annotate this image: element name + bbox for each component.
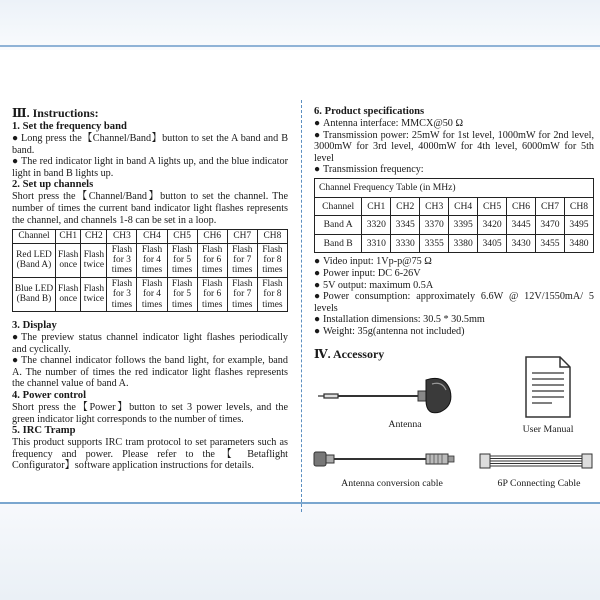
top-band — [0, 0, 600, 50]
instructions-heading: Ⅲ. Instructions: — [12, 106, 99, 120]
table-cell: CH5 — [478, 197, 507, 216]
table-header-row — [13, 230, 288, 243]
table-cell: 3495 — [564, 216, 593, 235]
user-manual-image — [522, 355, 574, 419]
spec-item: ● Transmission frequency: — [314, 164, 424, 176]
table-cell: 3310 — [362, 234, 391, 253]
table-cell: Red LED (Band A) — [13, 243, 56, 277]
table-cell: CH1 — [362, 197, 391, 216]
table-cell: Flash for 4 times — [137, 243, 167, 277]
table-cell: CH7 — [536, 197, 565, 216]
section-4-title: 4. Power control — [12, 389, 87, 401]
section-3-title: 3. Display — [12, 320, 57, 331]
table-cell: 3370 — [420, 216, 449, 235]
user-manual-label: User Manual — [522, 424, 574, 435]
table-cell: Flash for 5 times — [167, 277, 197, 311]
table-cell: Flash for 5 times — [167, 243, 197, 277]
section-2-text: Short press the【Channel/Band】button to set the channel. The number of times the current band indicator light flashes represents the channel, and channels 1-8 can be set in a loop. — [12, 191, 288, 226]
channel-flash-table — [12, 229, 288, 312]
bottom-band — [0, 502, 600, 600]
table-cell: Flash for 8 times — [257, 243, 287, 277]
section-4-text: Short press the【Power】button to set 3 power levels, and the green indicator light corresponds to the number of times. — [12, 401, 288, 425]
table-cell: Flash for 3 times — [107, 243, 137, 277]
table-cell: 3445 — [507, 216, 536, 235]
table-cell: CH1 — [56, 230, 81, 243]
table-cell: Blue LED (Band B) — [13, 277, 56, 311]
section-1-text-2: ● The red indicator light in band A lights up, and the blue indicator light in band B lights up. — [12, 156, 288, 179]
table-cell: 3430 — [507, 234, 536, 253]
table-cell: CH3 — [107, 230, 137, 243]
table-cell: Flash for 6 times — [197, 243, 227, 277]
antenna-label: Antenna — [388, 419, 422, 430]
table-cell: CH2 — [391, 197, 420, 216]
instructions-column — [12, 106, 288, 472]
section-3-text-1: ● The preview status channel indicator light flashes periodically and cyclically. — [12, 332, 288, 355]
frequency-table — [314, 178, 594, 253]
table-cell: Channel — [13, 230, 56, 243]
table-row — [315, 216, 594, 235]
table-cell: Flash for 6 times — [197, 277, 227, 311]
antenna-conversion-cable-label: Antenna conversion cable — [341, 478, 443, 489]
connecting-cable-label: 6P Connecting Cable — [497, 478, 581, 489]
frequency-table-caption: Channel Frequency Table (in MHz) — [315, 178, 594, 197]
spec-item: ● Video input: 1Vp-p@75 Ω — [314, 256, 432, 268]
table-cell: 3405 — [478, 234, 507, 253]
table-cell: CH4 — [449, 197, 478, 216]
table-cell: 3330 — [391, 234, 420, 253]
table-cell: CH8 — [564, 197, 593, 216]
table-cell: Band A — [315, 216, 362, 235]
table-cell: 3395 — [449, 216, 478, 235]
table-cell: Flash for 3 times — [107, 277, 137, 311]
table-cell: 3345 — [391, 216, 420, 235]
section-5-text: This product supports IRC tram protocol to set parameters such as frequency and power. Please refer to the【 Betaflight Configurator】software application instructions for details. — [12, 437, 288, 472]
table-cell: 3355 — [420, 234, 449, 253]
table-cell: 3380 — [449, 234, 478, 253]
column-divider — [301, 100, 302, 512]
specs-title: 6. Product specifications — [314, 106, 425, 117]
table-cell: Flash twice — [81, 243, 107, 277]
table-cell: Channel — [315, 197, 362, 216]
connecting-cable-image — [478, 448, 594, 474]
table-cell: CH8 — [257, 230, 287, 243]
table-cell: Flash for 8 times — [257, 277, 287, 311]
table-cell: CH6 — [507, 197, 536, 216]
spec-item: ● Transmission power: 25mW for 1st level, 1000mW for 2nd level, 3000mW for 3rd level, 4000mW for 4th level, 6000mW for 5th level — [314, 129, 594, 164]
table-cell: CH4 — [137, 230, 167, 243]
spec-item: ● 5V output: maximum 0.5A — [314, 279, 434, 291]
spec-item: ● Weight: 35g(antenna not included) — [314, 325, 465, 337]
section-1-text-1: ● Long press the【Channel/Band】button to set the A band and B band. — [12, 133, 288, 156]
antenna-conversion-cable-image — [312, 446, 456, 472]
spec-item: ● Installation dimensions: 30.5 * 30.5mm — [314, 314, 485, 326]
section-3-text-2: ● The channel indicator follows the band light, for example, band A. The number of times the red indicator light flashes represents the channel value of band A. — [12, 355, 288, 390]
table-cell: CH3 — [420, 197, 449, 216]
table-cell: Flash for 7 times — [227, 243, 257, 277]
table-cell: Band B — [315, 234, 362, 253]
section-2-title: 2. Set up channels — [12, 179, 94, 191]
table-cell: 3480 — [564, 234, 593, 253]
table-cell: Flash for 4 times — [137, 277, 167, 311]
spec-item: ● Antenna interface: MMCX@50 Ω — [314, 118, 464, 129]
table-row — [315, 234, 594, 253]
spec-item: ● Power consumption: approximately 6.6W @ 12V/1550mA/ 5 levels — [314, 291, 594, 314]
table-cell: CH7 — [227, 230, 257, 243]
section-5-title: 5. IRC Tramp — [12, 425, 76, 437]
table-cell: CH2 — [81, 230, 107, 243]
table-cell: 3455 — [536, 234, 565, 253]
table-header-row — [315, 197, 594, 216]
table-cell: CH6 — [197, 230, 227, 243]
table-row — [13, 277, 288, 311]
table-row — [13, 243, 288, 277]
table-cell: Flash once — [56, 243, 81, 277]
accessory-heading: Ⅳ. Accessory — [314, 346, 385, 361]
table-cell: Flash for 7 times — [227, 277, 257, 311]
table-cell: Flash twice — [81, 277, 107, 311]
table-cell: CH5 — [167, 230, 197, 243]
table-cell: 3470 — [536, 216, 565, 235]
specs-column — [314, 106, 594, 362]
spec-item: ● Power input: DC 6-26V — [314, 267, 421, 279]
table-cell: 3320 — [362, 216, 391, 235]
table-cell: 3420 — [478, 216, 507, 235]
antenna-image — [314, 370, 454, 418]
table-cell: Flash once — [56, 277, 81, 311]
section-1-title: 1. Set the frequency band — [12, 121, 127, 132]
